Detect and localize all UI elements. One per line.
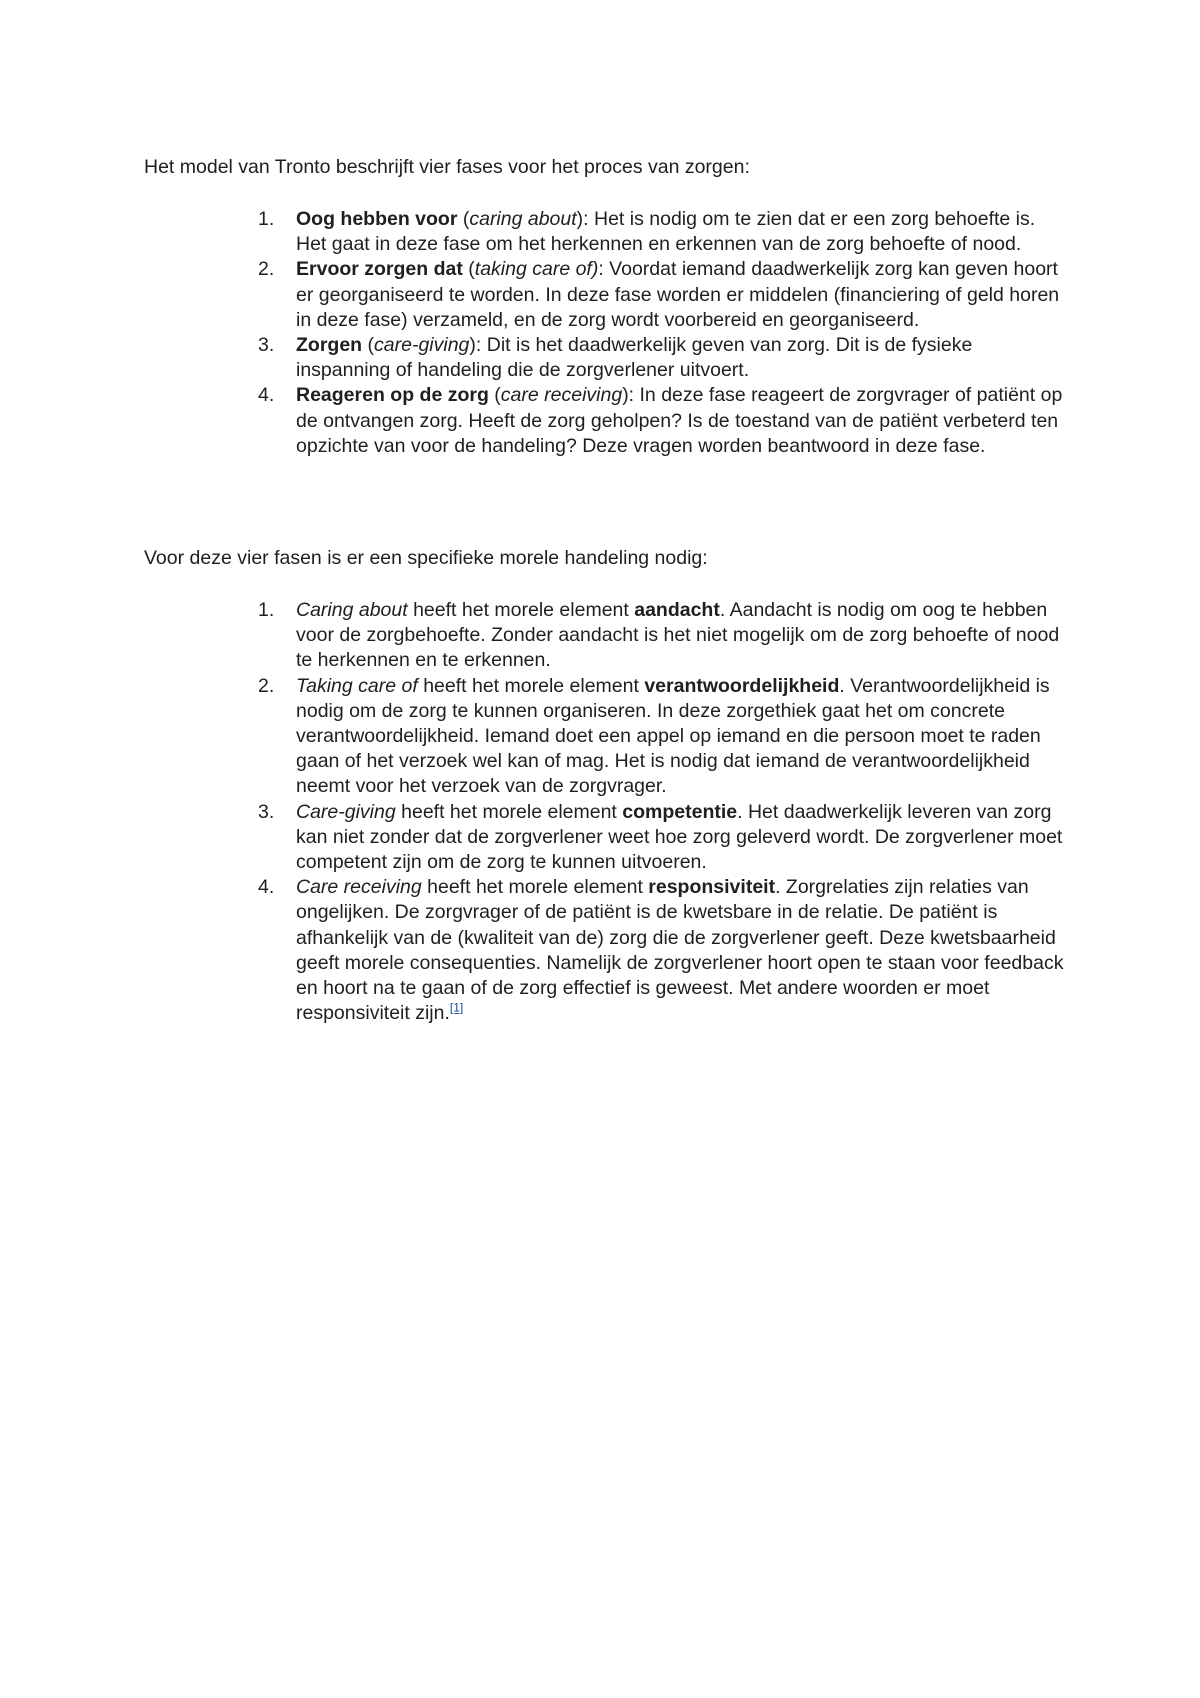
moral-connector: heeft het morele element xyxy=(395,800,623,823)
moral-description: . Aandacht is nodig om oog te hebben voor de zorgbehoefte. Zonder aandacht is het niet mogelijk om de zorg behoefte of nood te herkennen en te erkennen. xyxy=(296,599,1060,672)
phase-paren: ( xyxy=(488,384,501,407)
moral-elements-list xyxy=(258,598,1066,1026)
moral-element: responsiviteit xyxy=(648,876,776,899)
phase-number: 3. xyxy=(258,334,275,357)
phase-item xyxy=(258,207,1066,257)
moral-number: 2. xyxy=(258,674,275,697)
moral-item xyxy=(258,598,1066,674)
phase-english-term: care-giving xyxy=(374,334,470,357)
phase-description: : Voordat iemand daadwerkelijk zorg kan geven hoort er georganiseerd te worden. In deze fase worden er middelen (financiering of geld horen in deze fase) verzameld, en de zorg wordt voorbereid en georganiseerd. xyxy=(296,258,1060,331)
phase-number: 4. xyxy=(258,384,275,407)
moral-phase-term: Taking care of xyxy=(296,674,418,697)
phase-title: Reageren op de zorg xyxy=(296,384,489,407)
moral-description: . Verantwoordelijkheid is nodig om de zorg te kunnen organiseren. In deze zorgethiek gaat het om concrete verantwoordelijkheid. Iemand doet een appel op iemand en die persoon moet te raden gaan of het verzoek wel kan of mag. Het is nodig dat iemand de verantwoordelijkheid neemt voor het verzoek van de zorgvrager. xyxy=(296,674,1050,798)
phase-paren: ( xyxy=(362,334,375,357)
phases-list xyxy=(258,207,1066,459)
moral-phase-term: Care-giving xyxy=(296,800,396,823)
footnote-link[interactable]: [1] xyxy=(449,1000,464,1015)
moral-item xyxy=(258,800,1066,876)
moral-description: . Het daadwerkelijk leveren van zorg kan niet zonder dat de zorgverlener weet hoe zorg geleverd wordt. De zorgverlener moet competent zijn om de zorg te kunnen uitvoeren. xyxy=(296,800,1063,874)
phase-description: ): In deze fase reageert de zorgvrager of patiënt op de ontvangen zorg. Heeft de zorg geholpen? Is de toestand van de patiënt verbeterd ten opzichte van voor de handeling? Deze vragen worden beantwoord in deze fase. xyxy=(296,384,1063,457)
phase-title: Zorgen xyxy=(296,334,363,357)
phase-english-term: caring about xyxy=(469,208,577,230)
phase-item xyxy=(258,333,1066,383)
moral-description: . Zorgrelaties zijn relaties van ongelijken. De zorgvrager of de patiënt is de kwetsbare in de relatie. De patiënt is afhankelijk van de (kwaliteit van de) zorg die de zorgverlener geeft. Deze kwetsbaarheid geeft morele consequenties. Namelijk de zorgverlener hoort open te staan voor feedback en hoort na te gaan of de zorg effectief is geweest. Met andere woorden er moet responsiviteit zijn. xyxy=(296,876,1064,1025)
moral-connector: heeft het morele element xyxy=(421,876,649,899)
phase-number: 1. xyxy=(258,208,275,230)
phase-item xyxy=(258,257,1066,333)
moral-element: verantwoordelijkheid xyxy=(644,674,840,697)
moral-connector: heeft het morele element xyxy=(407,599,635,621)
moral-element: competentie xyxy=(622,800,738,823)
moral-connector: heeft het morele element xyxy=(417,674,645,697)
phase-item xyxy=(258,383,1066,459)
phase-paren: ( xyxy=(457,208,470,230)
moral-phase-term: Care receiving xyxy=(296,876,422,899)
phase-english-term: taking care of) xyxy=(474,258,599,281)
phase-description: ): Dit is het daadwerkelijk geven van zorg. Dit is de fysieke inspanning of handeling die de zorgverlener uitvoert. xyxy=(296,334,973,382)
moral-element: aandacht xyxy=(634,599,720,621)
intro-paragraph: Het model van Tronto beschrijft vier fases voor het proces van zorgen: xyxy=(144,156,750,178)
moral-item xyxy=(258,674,1066,800)
moral-number: 4. xyxy=(258,876,275,899)
moral-phase-term: Caring about xyxy=(296,599,408,621)
moral-intro-paragraph: Voor deze vier fasen is er een specifieke morele handeling nodig: xyxy=(144,547,708,569)
phase-title: Oog hebben voor xyxy=(296,208,458,230)
moral-number: 3. xyxy=(258,800,275,823)
phase-title: Ervoor zorgen dat xyxy=(296,258,463,281)
moral-item xyxy=(258,875,1066,1026)
phase-english-term: care receiving xyxy=(500,384,623,407)
phase-description: ): Het is nodig om te zien dat er een zorg behoefte is. Het gaat in deze fase om het herkennen en erkennen van de zorg behoefte of nood. xyxy=(296,208,1036,256)
phase-number: 2. xyxy=(258,258,275,281)
moral-number: 1. xyxy=(258,599,275,621)
phase-paren: ( xyxy=(462,258,475,281)
